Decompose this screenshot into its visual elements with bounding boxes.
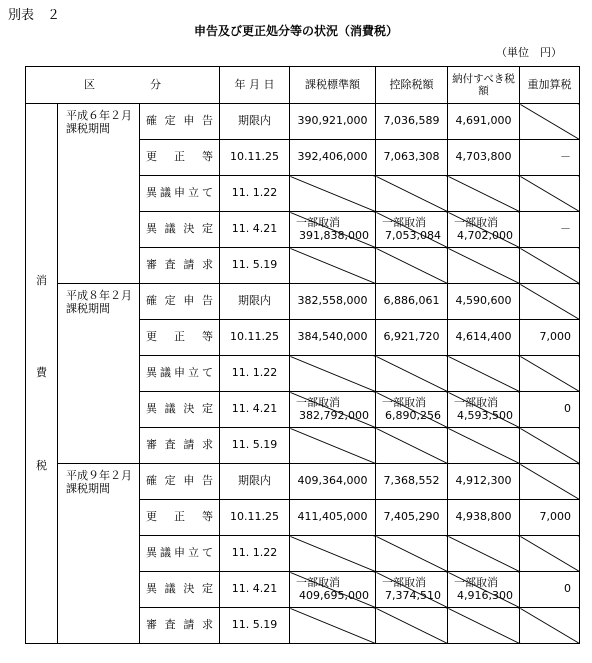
empty-slash-cell xyxy=(520,608,580,644)
row-date: 11. 5.19 xyxy=(220,248,290,284)
partial-cancel-label: 一部取消 xyxy=(296,575,340,589)
value-taxable: 409,695,000 xyxy=(299,588,369,602)
value-payable: 4,703,800 xyxy=(448,140,520,176)
cell-taxable xyxy=(290,392,376,428)
value-penalty: － xyxy=(520,140,580,176)
value-penalty: 7,000 xyxy=(520,320,580,356)
empty-slash-cell xyxy=(448,428,520,464)
value-taxable: 392,406,000 xyxy=(290,140,376,176)
cell-payable xyxy=(448,392,520,428)
row-date: 期限内 xyxy=(220,464,290,500)
value-deduct: 7,368,552 xyxy=(376,464,448,500)
row-date: 10.11.25 xyxy=(220,500,290,536)
partial-cancel-label: 一部取消 xyxy=(454,215,498,229)
row-kind: 異議決定 xyxy=(140,392,220,428)
empty-slash-cell xyxy=(290,248,376,284)
empty-slash-cell xyxy=(520,176,580,212)
unit-label: （単位 円） xyxy=(496,46,562,59)
empty-slash-cell xyxy=(520,428,580,464)
tax-name-cell xyxy=(26,104,58,644)
appendix-label: 別表 ２ xyxy=(8,8,61,23)
empty-slash-cell xyxy=(290,428,376,464)
row-date: 11. 4.21 xyxy=(220,572,290,608)
row-kind: 更正等 xyxy=(140,140,220,176)
row-kind: 審査請求 xyxy=(140,608,220,644)
partial-cancel-label: 一部取消 xyxy=(454,575,498,589)
row-kind: 異議決定 xyxy=(140,572,220,608)
value-payable: 4,912,300 xyxy=(448,464,520,500)
empty-slash-cell xyxy=(520,356,580,392)
cell-taxable xyxy=(290,212,376,248)
tax-status-table xyxy=(25,66,580,644)
row-kind: 更正等 xyxy=(140,320,220,356)
row-date: 10.11.25 xyxy=(220,320,290,356)
row-kind: 確定申告 xyxy=(140,104,220,140)
value-taxable: 384,540,000 xyxy=(290,320,376,356)
row-date: 11. 4.21 xyxy=(220,392,290,428)
value-taxable: 382,792,000 xyxy=(299,408,369,422)
cell-payable xyxy=(448,572,520,608)
period-label: 平成９年２月課税期間 xyxy=(58,464,140,644)
row-date: 期限内 xyxy=(220,284,290,320)
empty-slash-cell xyxy=(376,248,448,284)
value-taxable: 390,921,000 xyxy=(290,104,376,140)
cell-deduct xyxy=(376,392,448,428)
value-payable: 4,938,800 xyxy=(448,500,520,536)
empty-slash-cell xyxy=(520,536,580,572)
empty-slash-cell xyxy=(376,536,448,572)
value-deduct: 7,405,290 xyxy=(376,500,448,536)
cell-taxable xyxy=(290,572,376,608)
row-kind: 確定申告 xyxy=(140,464,220,500)
row-kind: 審査請求 xyxy=(140,428,220,464)
empty-slash-cell xyxy=(290,608,376,644)
partial-cancel-label: 一部取消 xyxy=(382,215,426,229)
cell-payable xyxy=(448,212,520,248)
row-date: 11. 5.19 xyxy=(220,428,290,464)
empty-slash-cell xyxy=(448,356,520,392)
empty-slash-cell xyxy=(376,356,448,392)
partial-cancel-label: 一部取消 xyxy=(454,395,498,409)
row-date: 11. 4.21 xyxy=(220,212,290,248)
partial-cancel-label: 一部取消 xyxy=(382,395,426,409)
value-deduct: 6,886,061 xyxy=(376,284,448,320)
empty-slash-cell xyxy=(520,248,580,284)
header-deduct: 控除税額 xyxy=(376,67,448,104)
value-taxable: 391,838,000 xyxy=(299,228,369,242)
value-deduct: 6,890,256 xyxy=(385,408,441,422)
empty-slash-cell xyxy=(290,176,376,212)
row-kind: 異議申立て xyxy=(140,176,220,212)
partial-cancel-label: 一部取消 xyxy=(382,575,426,589)
value-deduct: 7,374,510 xyxy=(385,588,441,602)
row-date: 11. 5.19 xyxy=(220,608,290,644)
empty-slash-cell xyxy=(376,608,448,644)
row-kind: 異議決定 xyxy=(140,212,220,248)
header-row xyxy=(26,67,580,104)
value-deduct: 6,921,720 xyxy=(376,320,448,356)
period-label: 平成８年２月課税期間 xyxy=(58,284,140,464)
value-taxable: 411,405,000 xyxy=(290,500,376,536)
document-title: 申告及び更正処分等の状況（消費税） xyxy=(193,24,398,38)
value-deduct: 7,063,308 xyxy=(376,140,448,176)
value-payable: 4,590,600 xyxy=(448,284,520,320)
empty-slash-cell xyxy=(448,176,520,212)
empty-slash-cell xyxy=(520,104,580,140)
row-date: 11. 1.22 xyxy=(220,176,290,212)
value-penalty: － xyxy=(520,212,580,248)
empty-slash-cell xyxy=(448,608,520,644)
header-payable: 納付すべき税額 xyxy=(448,67,520,104)
value-penalty: 7,000 xyxy=(520,500,580,536)
header-date: 年 月 日 xyxy=(220,67,290,104)
value-payable: 4,614,400 xyxy=(448,320,520,356)
empty-slash-cell xyxy=(448,248,520,284)
row-kind: 更正等 xyxy=(140,500,220,536)
table-row xyxy=(26,464,580,500)
value-taxable: 409,364,000 xyxy=(290,464,376,500)
value-payable: 4,593,500 xyxy=(457,408,513,422)
row-date: 11. 1.22 xyxy=(220,356,290,392)
partial-cancel-label: 一部取消 xyxy=(296,395,340,409)
row-kind: 確定申告 xyxy=(140,284,220,320)
tax-name-char: 消 xyxy=(36,273,47,287)
value-deduct: 7,036,589 xyxy=(376,104,448,140)
header-penalty: 重加算税 xyxy=(520,67,580,104)
empty-slash-cell xyxy=(376,428,448,464)
tax-name-char: 費 xyxy=(36,366,47,380)
value-deduct: 7,053,084 xyxy=(385,228,441,242)
table-row xyxy=(26,104,580,140)
value-payable: 4,691,000 xyxy=(448,104,520,140)
header-kubun: 区 分 xyxy=(26,67,220,104)
row-kind: 異議申立て xyxy=(140,536,220,572)
row-kind: 異議申立て xyxy=(140,356,220,392)
row-date: 期限内 xyxy=(220,104,290,140)
tax-name-char: 税 xyxy=(36,458,47,472)
table-row xyxy=(26,284,580,320)
cell-deduct xyxy=(376,572,448,608)
value-penalty: 0 xyxy=(520,572,580,608)
value-payable: 4,916,300 xyxy=(457,588,513,602)
row-kind: 審査請求 xyxy=(140,248,220,284)
empty-slash-cell xyxy=(290,356,376,392)
value-penalty: 0 xyxy=(520,392,580,428)
header-taxable: 課税標準額 xyxy=(290,67,376,104)
value-payable: 4,702,000 xyxy=(457,228,513,242)
value-taxable: 382,558,000 xyxy=(290,284,376,320)
partial-cancel-label: 一部取消 xyxy=(296,215,340,229)
empty-slash-cell xyxy=(290,536,376,572)
empty-slash-cell xyxy=(520,284,580,320)
row-date: 10.11.25 xyxy=(220,140,290,176)
empty-slash-cell xyxy=(448,536,520,572)
empty-slash-cell xyxy=(376,176,448,212)
empty-slash-cell xyxy=(520,464,580,500)
row-date: 11. 1.22 xyxy=(220,536,290,572)
period-label: 平成６年２月課税期間 xyxy=(58,104,140,284)
cell-deduct xyxy=(376,212,448,248)
